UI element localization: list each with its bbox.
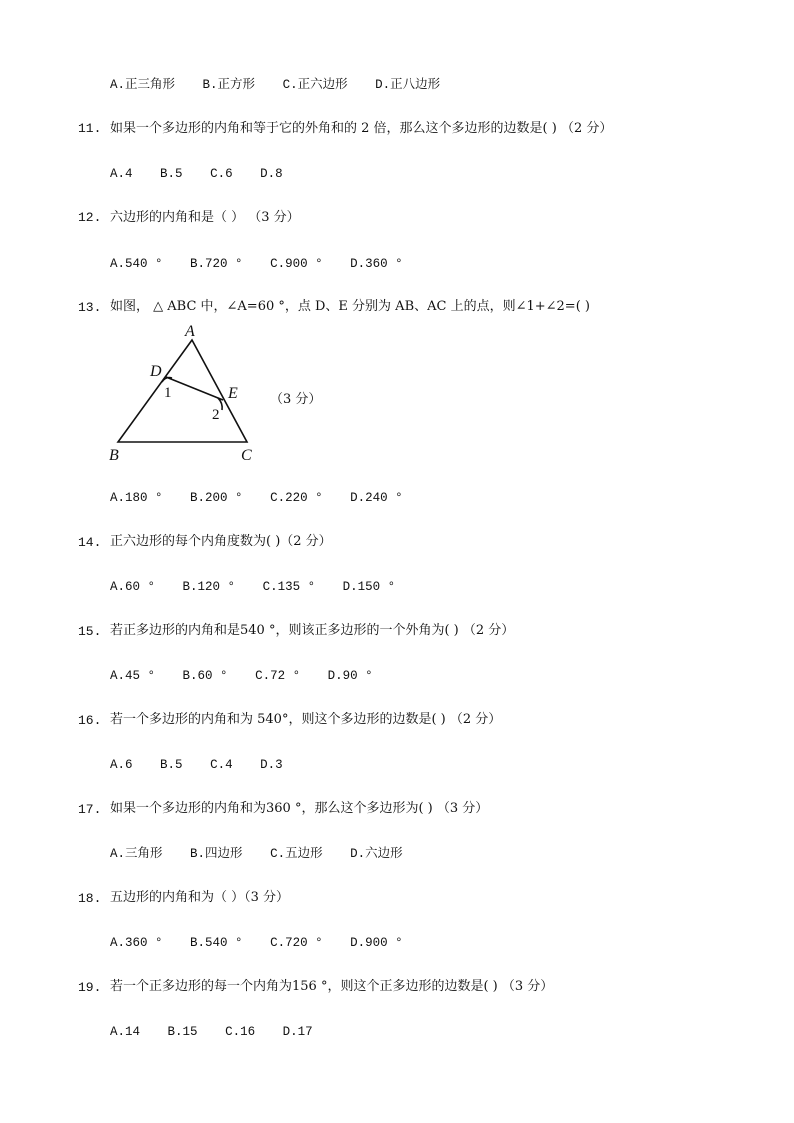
option-b[interactable]: B.60 ° (182, 669, 228, 683)
option-c[interactable]: C.135 ° (262, 580, 316, 594)
option-a[interactable]: A.45 ° (110, 669, 156, 683)
option-d[interactable]: D.3 (260, 758, 283, 772)
option-d[interactable]: D.150 ° (342, 580, 396, 594)
label-d: D (150, 363, 162, 380)
label-a: A (185, 323, 195, 340)
option-b[interactable]: B.5 (160, 167, 183, 181)
option-a[interactable]: A.4 (110, 167, 133, 181)
q12-options (110, 256, 423, 272)
option-d[interactable]: D.正八边形 (375, 78, 441, 92)
question-number: 14. (78, 535, 102, 550)
angle-2-label: 2 (212, 407, 220, 423)
q13-options (110, 490, 423, 506)
question-text: 正六边形的每个内角度数为( )（2 分） (110, 534, 332, 549)
option-b[interactable]: B.5 (160, 758, 183, 772)
q11-options (110, 166, 303, 182)
q10-options (110, 77, 460, 93)
question-text: 若正多边形的内角和是540 °，则该正多边形的一个外角为( ) （2 分） (110, 623, 515, 638)
option-a[interactable]: A.180 ° (110, 491, 163, 505)
option-a[interactable]: A.三角形 (110, 847, 163, 861)
q18-options (110, 935, 423, 951)
option-d[interactable]: D.360 ° (350, 257, 403, 271)
label-c: C (241, 447, 252, 464)
option-b[interactable]: B.正方形 (202, 78, 256, 92)
option-d[interactable]: D.240 ° (350, 491, 403, 505)
question-text: 如图， △ ABC 中，∠A=60 °，点 D、E 分别为 AB、AC 上的点，则∠1+∠2=( ) (110, 299, 590, 314)
option-c[interactable]: C.900 ° (270, 257, 323, 271)
question-text: 六边形的内角和是（ ） （3 分） (110, 210, 300, 225)
question-number: 18. (78, 891, 102, 906)
option-b[interactable]: B.15 (167, 1025, 198, 1039)
option-c[interactable]: C.720 ° (270, 936, 323, 950)
option-d[interactable]: D.六边形 (350, 847, 403, 861)
q19-options (110, 1024, 333, 1040)
question-number: 13. (78, 300, 102, 315)
option-a[interactable]: A.6 (110, 758, 133, 772)
q16-options (110, 757, 303, 773)
option-b[interactable]: B.540 ° (190, 936, 243, 950)
option-c[interactable]: C.16 (225, 1025, 256, 1039)
option-c[interactable]: C.正六边形 (282, 78, 348, 92)
label-e: E (228, 385, 238, 402)
q15-options (110, 668, 393, 684)
option-d[interactable]: D.8 (260, 167, 283, 181)
question-number: 12. (78, 210, 102, 225)
option-a[interactable]: A.14 (110, 1025, 141, 1039)
label-b: B (109, 447, 119, 464)
option-b[interactable]: B.四边形 (190, 847, 243, 861)
question-text: 如果一个多边形的内角和等于它的外角和的 2 倍，那么这个多边形的边数是( ) （2 分） (110, 121, 613, 136)
angle-1-label: 1 (164, 385, 172, 401)
question-number: 16. (78, 713, 102, 728)
question-text: 如果一个多边形的内角和为360 °，那么这个多边形为( ) （3 分） (110, 801, 489, 816)
option-c[interactable]: C.4 (210, 758, 233, 772)
q17-options (110, 846, 423, 862)
question-text: 若一个正多边形的每一个内角为156 °，则这个正多边形的边数是( ) （3 分） (110, 979, 554, 994)
option-a[interactable]: A.60 ° (110, 580, 156, 594)
option-a[interactable]: A.360 ° (110, 936, 163, 950)
question-number: 11. (78, 121, 102, 136)
option-b[interactable]: B.200 ° (190, 491, 243, 505)
triangle-figure (105, 322, 265, 467)
question-text: 五边形的内角和为（ ）（3 分） (110, 890, 290, 905)
question-number: 17. (78, 802, 102, 817)
option-d[interactable]: D.900 ° (350, 936, 403, 950)
question-text: 若一个多边形的内角和为 540°，则这个多边形的边数是( ) （2 分） (110, 712, 502, 727)
option-b[interactable]: B.720 ° (190, 257, 243, 271)
figure-score: （3 分） (270, 392, 322, 407)
option-c[interactable]: C.72 ° (255, 669, 301, 683)
question-number: 19. (78, 980, 102, 995)
option-a[interactable]: A.正三角形 (110, 78, 176, 92)
option-c[interactable]: C.6 (210, 167, 233, 181)
option-d[interactable]: D.90 ° (327, 669, 373, 683)
option-d[interactable]: D.17 (282, 1025, 313, 1039)
option-b[interactable]: B.120 ° (182, 580, 236, 594)
option-c[interactable]: C.220 ° (270, 491, 323, 505)
option-a[interactable]: A.540 ° (110, 257, 163, 271)
q14-options (110, 579, 415, 595)
question-number: 15. (78, 624, 102, 639)
option-c[interactable]: C.五边形 (270, 847, 323, 861)
